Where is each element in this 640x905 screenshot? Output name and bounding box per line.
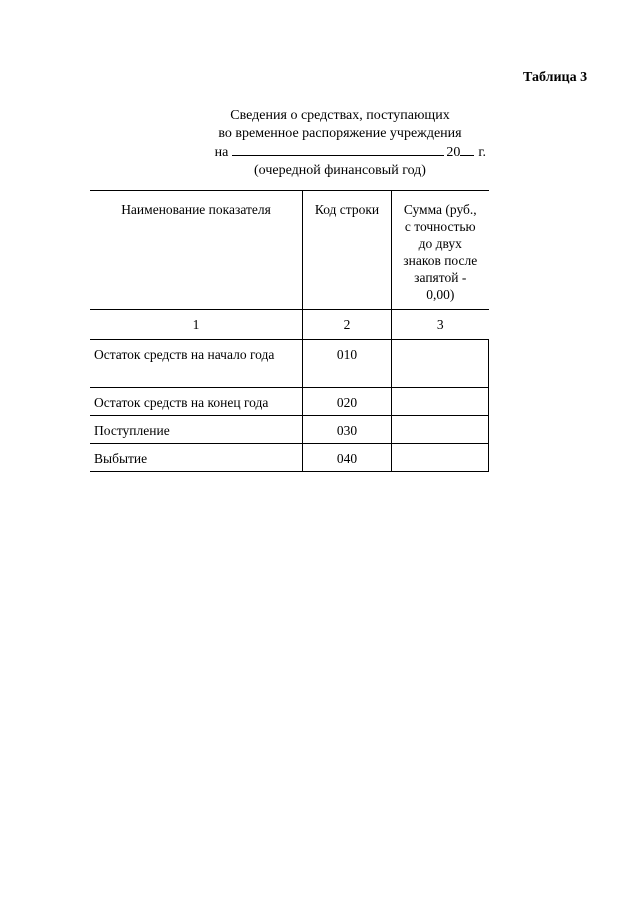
year-blank-field [460, 143, 474, 156]
date-suffix: г. [478, 145, 486, 160]
heading-line-2: во временное распоряжение учреждения [218, 126, 462, 141]
heading-date-line [180, 143, 500, 162]
header-sum-line: запятой - [414, 270, 467, 285]
row-code: 010 [303, 340, 392, 388]
column-number: 2 [303, 310, 392, 340]
column-number-row [90, 310, 489, 340]
row-code: 030 [303, 416, 392, 444]
table-row [90, 416, 489, 444]
header-sum-line: знаков после [403, 253, 478, 268]
header-row [90, 191, 489, 310]
header-code: Код строки [303, 191, 392, 310]
column-number: 1 [90, 310, 303, 340]
date-year-prefix: 20 [446, 145, 461, 160]
heading-line-4: (очередной финансовый год) [254, 163, 426, 178]
funds-table [90, 190, 489, 472]
header-sum-line: Сумма (руб., [403, 202, 477, 217]
date-blank-field [232, 143, 444, 156]
row-value-cell[interactable] [392, 444, 489, 472]
table-row [90, 388, 489, 416]
row-name: Остаток средств на начало года [90, 340, 303, 388]
row-value-cell[interactable] [392, 388, 489, 416]
row-name: Выбытие [90, 444, 303, 472]
row-code: 040 [303, 444, 392, 472]
header-name: Наименование показателя [90, 191, 303, 310]
column-number: 3 [392, 310, 489, 340]
header-sum-line: с точностью [404, 219, 476, 234]
row-code: 020 [303, 388, 392, 416]
row-name: Остаток средств на конец года [90, 388, 303, 416]
table-number: Таблица 3 [523, 70, 588, 85]
table-row [90, 444, 489, 472]
row-name: Поступление [90, 416, 303, 444]
header-sum-line: 0,00) [426, 287, 455, 302]
header-sum [392, 191, 489, 310]
date-prefix: на [214, 145, 229, 160]
heading-line-1: Сведения о средствах, поступающих [230, 108, 450, 123]
table-heading [180, 107, 500, 180]
row-value-cell[interactable] [392, 340, 489, 388]
row-value-cell[interactable] [392, 416, 489, 444]
header-sum-line: до двух [418, 236, 462, 251]
table-row [90, 340, 489, 388]
